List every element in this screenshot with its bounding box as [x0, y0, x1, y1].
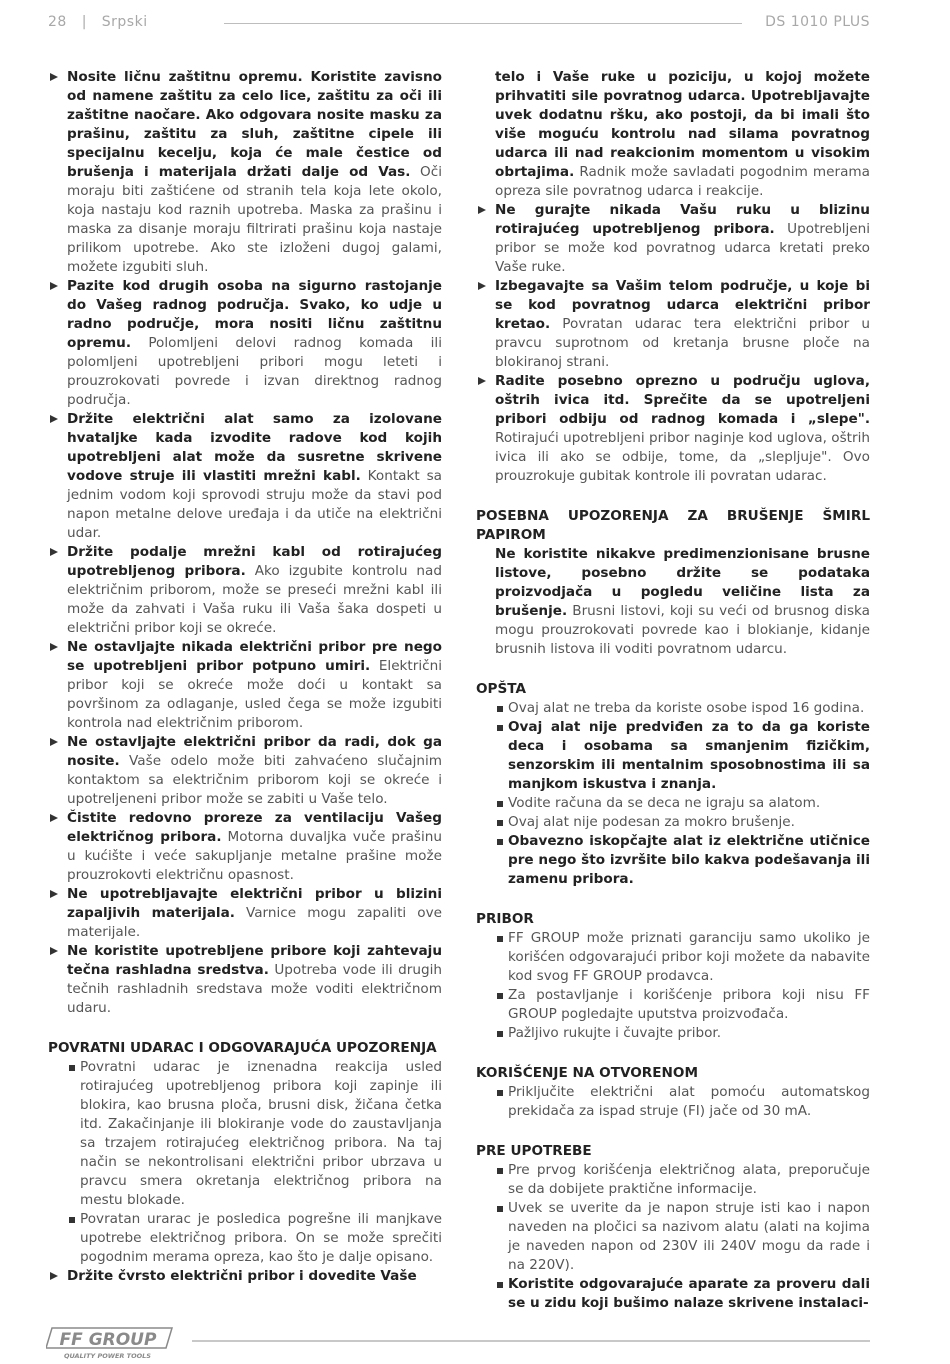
logo-tagline: QUALITY POWER TOOLS — [64, 1352, 151, 1360]
section-heading-outdoor: KORIŠĆENJE NA OTVORENOM — [476, 1065, 699, 1081]
right-column — [476, 68, 870, 1313]
list-item: Ne ostavljajte nikada električni pribor pre nego se upotrebljeni pribor potpuno umiri. Električni pribor koji se okreće može doći u kontakt sa površinom za odlaganje, usled čega se može izgubiti kontrola nad električnim priborom. — [48, 638, 442, 733]
list-item: Radite posebno oprezno u području uglova, oštrih ivica itd. Sprečite da se upotreljeni pribori odbiju od radnog komada i „slepe". Rotirajući upotrebljeni pribor naginje kod uglova, oštrih ivica ili ako se odbije, tome, da „slepljuje". Ovo prouzrokuje gubitak kontrole ili povratan udarac. — [476, 372, 870, 486]
list-item: Uvek se uverite da je napon struje isti kao i napon naveden na pločici sa nazivom alatu (alati na kojima je naveden napon od 230V ili 240V mogu da rade i na 220V). — [495, 1199, 870, 1275]
logo-text: FF GROUP — [59, 1330, 157, 1350]
list-item: Za postavljanje i korišćenje pribora koji nisu FF GROUP pogledajte uputstva proizvođača. — [495, 986, 870, 1024]
section-heading-before-use: PRE UPOTREBE — [476, 1143, 592, 1159]
accessories-list — [476, 929, 870, 1043]
list-item: Vodite računa da se deca ne igraju sa alatom. — [495, 794, 870, 813]
list-item: Koristite odgovarajuće aparate za proveru dali se u zidu koji bušimo nalaze skrivene instalaci- — [495, 1275, 870, 1313]
list-item: Držite čvrsto električni pribor i dovedite Vaše — [48, 1267, 442, 1286]
general-list — [476, 699, 870, 889]
list-item: Pažljivo rukujte i čuvajte pribor. — [495, 1024, 870, 1043]
list-item: Ne gurajte nikada Vašu ruku u blizinu rotirajućeg upotrebljenog pribora. Upotrebljeni pribor se može kod povratnog udarca kretati preko Vaše ruke. — [476, 201, 870, 277]
outdoor-list — [476, 1083, 870, 1121]
list-item: Ne upotrebljavajte električni pribor u blizini zapaljivih materijala. Varnice mogu zapaliti ove materijale. — [48, 885, 442, 942]
list-item: Ne koristite upotrebljene pribore koji zahtevaju tečna rashladna sredstva. Upotreba vode ili drugih tečnih rashladnih sredstava može voditi električnom udaru. — [48, 942, 442, 1018]
section-heading-general: OPŠTA — [476, 681, 527, 697]
section-heading-sanding: POSEBNA UPOZORENJA ZA BRUŠENJE ŠMIRL PAPIROM — [476, 508, 870, 543]
page-number: 28 — [48, 14, 67, 30]
kickback-list — [48, 1058, 442, 1267]
list-item: Pazite kod drugih osoba na sigurno rastojanje do Vašeg radnog područja. Svako, ko udje u radno područje, mora nositi ličnu zaštitnu opremu. Polomljeni delovi radnog komada ili polomljeni upotrebljeni pribori mogu leteti i prouzrokovati povrede i izvan direktnog radnog područja. — [48, 277, 442, 410]
page-number-language — [48, 14, 148, 30]
footer-rule — [192, 1340, 870, 1342]
list-item: Izbegavajte sa Vašim telom područje, u koje bi se kod povratnog udarca električni pribor kretao. Povratan udarac tera električni pribor u pravcu suprotnom od kretanja brusne ploče na blokiranoj strani. — [476, 277, 870, 372]
list-item: Ovaj alat nije predviđen za to da ga koriste deca i osobama sa smanjenim fizičkim, senzorskim ili mentalnim sposobnostima ili sa manjkom iskustva i znanja. — [495, 718, 870, 794]
left-column — [48, 68, 442, 1286]
list-item: FF GROUP može priznati garanciju samo ukoliko je korišćen odgovarajući pribor koji možete da nabavite kod svog FF GROUP prodavca. — [495, 929, 870, 986]
list-item-continuation: telo i Vaše ruke u poziciju, u kojoj možete prihvatiti sile povratnog udarca. Upotrebljavajte uvek dodatnu ršku, ako postoji, da bi imali što više moguću kontrolu nad silama povratnog udarca ili nad reakcionim momentom u visokim obrtajima. Radnik može savladati pogodnim merama opreza sile povratnog udarca i reakcije. — [495, 69, 870, 199]
ff-group-logo — [46, 1326, 176, 1360]
section-heading-accessories: PRIBOR — [476, 911, 534, 927]
list-item: Povratan urarac je posledica pogrešne ili manjkave upotrebe električnog pribora. On se može sprečiti pogodnim merama opreza, kao što je dalje opisano. — [67, 1210, 442, 1267]
list-item: Držite električni alat samo za izolovane hvataljke kada izvodite radove kod kojih upotrebljeni alat može da susretne skrivene vodove struje ili vlastiti mrežni kabl. Kontakt sa jednim vodom koji sprovodi struju može da stavi pod napon metalne delove uređaja i da utiče na električni udar. — [48, 410, 442, 543]
section-heading-kickback: POVRATNI UDARAC I ODGOVARAJUĆA UPOZORENJA — [48, 1040, 437, 1056]
list-item: Obavezno iskopčajte alat iz električne utičnice pre nego što izvršite bilo kakva podešavanja ili zamenu pribora. — [495, 832, 870, 889]
list-item: Čistite redovno proreze za ventilaciju Vašeg električnog pribora. Motorna duvaljka vuče prašinu u kućište i veće sakupljanje metalne prašine može prouzrokovti električnu opasnost. — [48, 809, 442, 885]
language-label: Srpski — [101, 14, 148, 30]
list-item: Priključite električni alat pomoću automatskog prekidača za ispad struje (FI) jače od 30 mA. — [495, 1083, 870, 1121]
header-rule — [224, 23, 742, 24]
list-item: Ovaj alat nije podesan za mokro brušenje. — [495, 813, 870, 832]
list-item: Ne ostavljajte električni pribor da radi, dok ga nosite. Vaše odelo može biti zahvaćeno slučajnim kontaktom sa električnim priborom koji se okreće i upotreljeneni pribor može se zabiti u Vaše telo. — [48, 733, 442, 809]
list-item: Nosite ličnu zaštitnu opremu. Koristite zavisno od namene zaštitu za celo lice, zaštitu za oči ili zaštitne naočare. Ako odgovara nosite masku za prašinu, zaštitu za sluh, zaštitne cipele ili specijalnu kecelju, koja će male čestice od brušenja i materijala držati dalje od Vas. Oči moraju biti zaštićene od stranih tela koja lete okolo, koja nastaju kod raznih upotreba. Maska za prašinu i maska za disanje moraju filtrirati prašinu koja nastaje prilikom upotrebe. Ako ste izloženi dugoj galami, možete izgubiti sluh. — [48, 68, 442, 277]
page-header — [48, 14, 870, 34]
list-item: Povratni udarac je iznenadna reakcija usled rotirajućeg upotrebljenog pribora koji zapinje ili blokira, kao brusna ploča, brusni disk, žičana četka itd. Zakačinjanje ili blokiranje vode do zaustavljanja sa trzajem rotirajućeg električnog pribora. Na taj način se nekontrolisani električni pribor ubrzava u pravcu smera okretanja električnog pribora na mestu blokade. — [67, 1058, 442, 1210]
list-item: Ovaj alat ne treba da koriste osobe ispod 16 godina. — [495, 699, 870, 718]
list-item: Držite podalje mrežni kabl od rotirajućeg upotrebljenog pribora. Ako izgubite kontrolu nad električnim priborom, može se preseći mrežni kabl ili može da zahvati i Vaša ruku ili Vaša šaka dospeti u električni pribor koji se okreće. — [48, 543, 442, 638]
list-item: Pre prvog korišćenja električnog alata, preporučuje se da dobijete praktične informacije. — [495, 1161, 870, 1199]
sanding-paragraph: Ne koristite nikakve predimenzionisane brusne listove, posebno držite se podataka proizvodjača u pogledu veličine lista za brušenje. Brusni listovi, koji su veći od brusnog diska mogu prouzrokovati povrede kao i blokianje, kidanje brusnih listova ili voditi povratnom udarcu. — [495, 546, 870, 657]
model-name: DS 1010 PLUS — [765, 14, 870, 30]
header-separator: | — [81, 14, 87, 30]
before-use-list — [476, 1161, 870, 1313]
